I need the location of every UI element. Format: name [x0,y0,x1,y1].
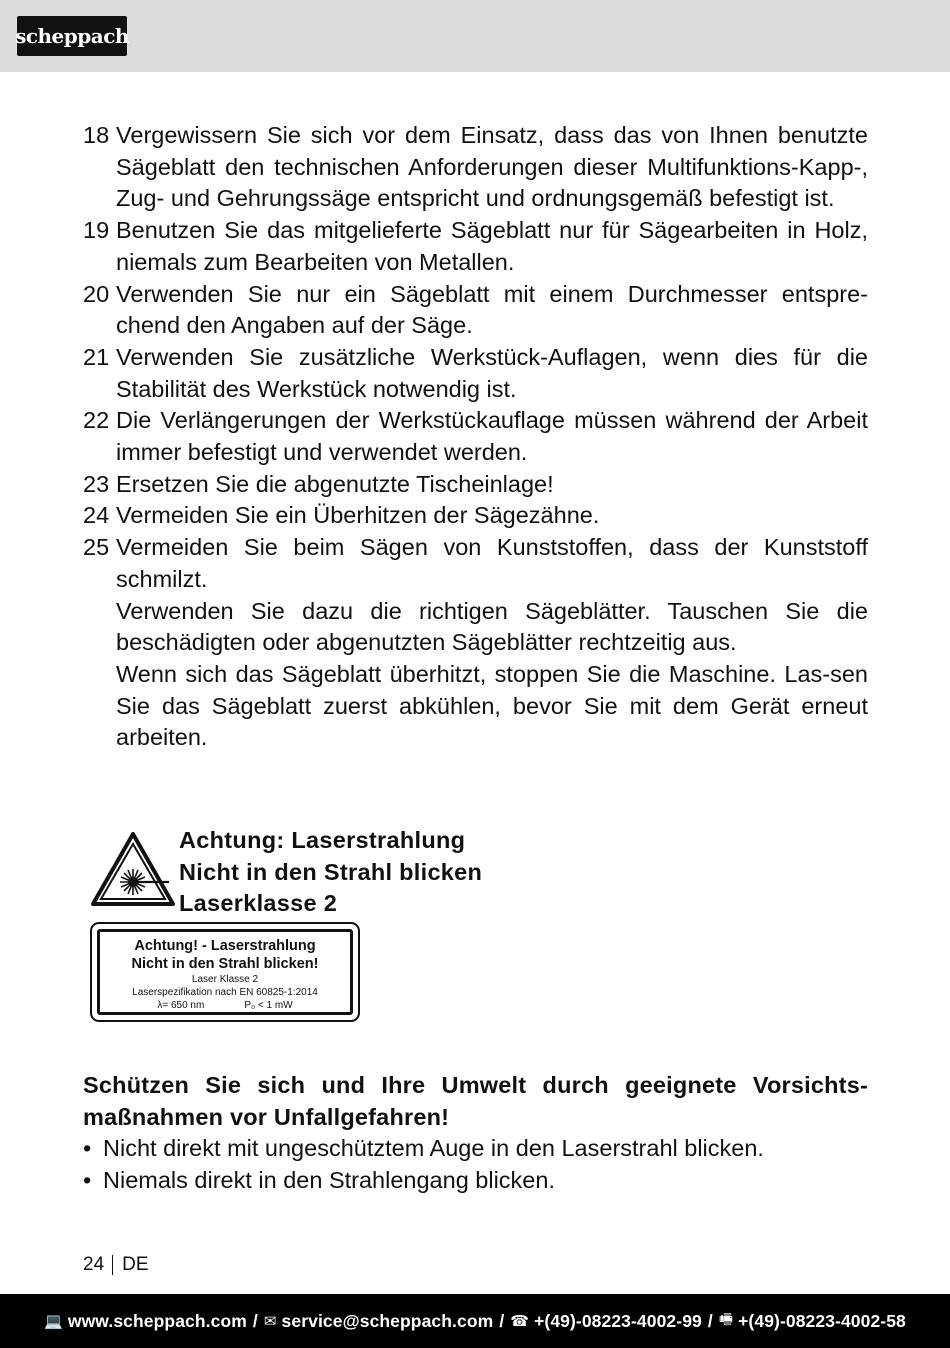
laser-warning [90,825,540,925]
instruction-text [116,405,868,468]
instruction-item [83,342,868,405]
instruction-paragraph: Vermeiden Sie ein Überhitzen der Sägezähne. [116,502,600,529]
instruction-item [83,120,868,215]
laser-label-frame [97,929,353,1015]
footer-phone: +(49)-08223-4002-99 [534,1310,702,1331]
instruction-text [116,120,868,215]
fax-icon: 🖷 [718,1309,734,1328]
instruction-text [116,342,868,405]
instruction-item [83,469,868,501]
page-header [0,0,950,72]
instruction-paragraph: Die Verlängerungen der Werkstückauflage müssen während der Arbeit immer befestigt und verwendet werden. [116,407,868,466]
instruction-paragraph: Verwenden Sie nur ein Sägeblatt mit einem Durchmesser entspre-chend den Angaben auf der Säge. [116,280,868,339]
computer-icon: 💻 [44,1312,63,1330]
laser-class-label [90,922,360,1022]
laser-power: P₀ < 1 mW [244,1000,293,1011]
bullet-dot: • [83,1167,92,1194]
instruction-text [116,469,868,501]
instruction-number: 20 [83,280,110,307]
instruction-item [83,532,868,754]
instruction-item [83,215,868,278]
footer-fax: +(49)-08223-4002-58 [738,1310,906,1331]
bullet-item [83,1165,868,1197]
instruction-number: 18 [83,122,110,148]
instruction-text [116,215,868,278]
laser-warning-line: Nicht in den Strahl blicken [179,858,483,885]
instruction-text [116,500,868,532]
page-number [83,1253,149,1277]
laser-warning-text [179,825,482,920]
bullet-dot: • [83,1135,92,1162]
instruction-item [83,405,868,468]
instruction-number: 23 [83,470,110,497]
instruction-paragraph: Vermeiden Sie beim Sägen von Kunststoffen, dass der Kunststoff schmilzt. [116,534,868,592]
page-language: DE [122,1254,149,1275]
laser-label-subtitle: Nicht in den Strahl blicken! [131,956,319,972]
instruction-paragraph: Verwenden Sie zusätzliche Werkstück-Auflagen, wenn dies für die Stabilität des Werkstück notwendig ist. [116,343,868,402]
phone-icon: ☎ [510,1312,530,1330]
laser-label-class: Laser Klasse 2 [191,974,259,985]
protection-section [83,1070,868,1197]
contact-footer [0,1294,950,1348]
instruction-paragraph: Ersetzen Sie die abgenutzte Tischeinlage! [116,470,554,497]
instruction-item [83,500,868,532]
safety-instructions [83,120,868,754]
instruction-paragraph: Verwenden Sie dazu die richtigen Sägeblätter. Tauschen Sie die beschädigten oder abgenutzten Sägeblätter rechtzeitig aus. [116,597,868,656]
mail-icon: ✉ [263,1312,277,1330]
laser-wavelength: λ= 650 nm [157,1000,205,1011]
footer-separator: / [252,1310,258,1331]
instruction-text [116,532,868,754]
instruction-text [116,279,868,342]
protection-bullets [83,1133,868,1196]
page-number-value: 24 [83,1254,105,1275]
bullet-text: Nicht direkt mit ungeschütztem Auge in den Laserstrahl blicken. [103,1135,764,1162]
laser-label-spec: Laserspezifikation nach EN 60825-1:2014 [132,987,318,998]
instruction-paragraph: Wenn sich das Sägeblatt überhitzt, stoppen Sie die Maschine. Las-sen Sie das Sägeblatt zuerst abkühlen, bevor Sie mit dem Gerät erneut arbeiten. [116,660,868,751]
instruction-list [83,120,868,754]
instruction-item [83,279,868,342]
protection-heading: Schützen Sie sich und Ihre Umwelt durch geeignete Vorsichts-maßnahmen vor Unfallgefahren! [83,1072,868,1130]
footer-separator: / [499,1310,505,1331]
laser-warning-line: Achtung: Laserstrahlung [179,827,466,853]
laser-hazard-icon [90,830,176,908]
bullet-text: Niemals direkt in den Strahlengang blicken. [103,1167,555,1194]
bullet-item [83,1133,868,1165]
page-number-divider [112,1255,113,1275]
instruction-paragraph: Vergewissern Sie sich vor dem Einsatz, dass das von Ihnen benutzte Sägeblatt den technischen Anforderungen dieser Multifunktions-Kapp-, Zug- und Gehrungssäge entspricht und ordnungsgemäß befestigt ist. [116,122,868,212]
footer-email[interactable]: service@scheppach.com [281,1310,494,1331]
instruction-paragraph: Benutzen Sie das mitgelieferte Sägeblatt nur für Sägearbeiten in Holz, niemals zum Bearbeiten von Metallen. [116,217,868,275]
footer-website[interactable]: www.scheppach.com [67,1310,247,1331]
instruction-number: 19 [83,217,110,244]
instruction-number: 25 [83,534,110,561]
laser-warning-line: Laserklasse 2 [179,890,338,917]
footer-separator: / [707,1310,713,1331]
instruction-number: 21 [83,343,110,370]
instruction-number: 24 [83,502,110,529]
laser-label-title: Achtung! - Laserstrahlung [134,938,316,954]
laser-label-values [100,999,350,1012]
brand-logo: scheppach [17,16,127,56]
instruction-number: 22 [83,407,110,434]
